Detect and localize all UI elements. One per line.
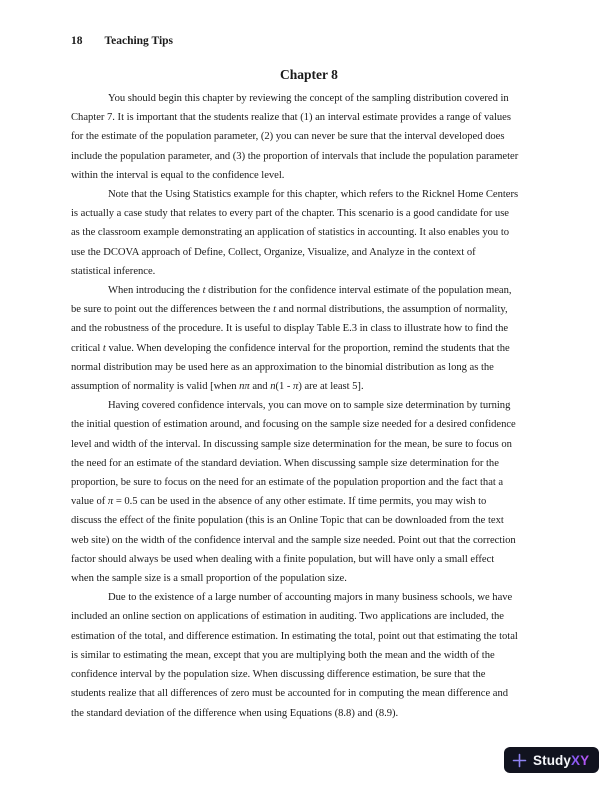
body-text [71, 89, 549, 723]
page-header [71, 34, 173, 48]
paragraph: Note that the Using Statistics example for this chapter, which refers to the Ricknel Home Centers is actually a case study that relates to every part of the chapter. This scenario is a good candidate for use as the classroom example demonstrating an application of statistics in accounting. It also enables you to use the DCOVA approach of Define, Collect, Organize, Visualize, and Analyze in the context of statistical inference. [71, 189, 519, 277]
running-title: Teaching Tips [104, 35, 174, 47]
page-number: 18 [71, 35, 83, 47]
brand-suffix: XY [571, 752, 590, 768]
chapter-title: Chapter 8 [280, 67, 338, 82]
plus-icon [512, 753, 527, 768]
paragraph: Having covered confidence intervals, you can move on to sample size determination by turning the initial question of estimation around, and focusing on the sample size needed for a desired confidence level and width of the interval. In discussing sample size determination for the mean, be sure to focus on the need for an estimate of the standard deviation. When discussing sample size determination for the proportion, be sure to focus on the need for an estimate of the population proportion and the fact that a value of π = 0.5 can be used in the absence of any other estimate. If time permits, you may wish to discuss the effect of the finite population (this is an Online Topic that can be downloaded from the text web site) on the width of the confidence interval and the sample size needed. Point out that the correction factor should always be used when dealing with a finite population, but will have only a small effect when the sample size is a small proportion of the population size. [71, 400, 516, 585]
paragraph: Due to the existence of a large number of accounting majors in many business schools, we have included an online section on applications of estimation in auditing. Two applications are included, the estimation of the total, and difference estimation. In estimating the total, point out that estimating the total is similar to estimating the mean, except that you are multiplying both the mean and the width of the confidence interval by the population size. When discussing difference estimation, be sure that the students realize that all differences of zero must be accounted for in computing the mean difference and the standard deviation of the difference when using Equations (8.8) and (8.9). [71, 592, 518, 719]
brand-prefix: Study [533, 752, 572, 768]
paragraph: When introducing the t distribution for the confidence interval estimate of the population mean, be sure to point out the differences between the t and normal distributions, the assumption of normality, and the robustness of the procedure. It is useful to display Table E.3 in class to illustrate how to find the critical t value. When developing the confidence interval for the proportion, remind the students that the normal distribution may be used here as an approximation to the binomial distribution as long as the assumption of normality is valid [when nπ and n(1 - π) are at least 5]. [71, 285, 512, 393]
paragraph: You should begin this chapter by reviewing the concept of the sampling distribution covered in Chapter 7. It is important that the students realize that (1) an interval estimate provides a range of values for the estimate of the population parameter, (2) you can never be sure that the interval developed does include the population parameter, and (3) the proportion of intervals that include the population parameter within the interval is equal to the confidence level. [71, 93, 519, 181]
brand-wordmark [533, 753, 589, 768]
studyxy-badge [504, 747, 599, 773]
